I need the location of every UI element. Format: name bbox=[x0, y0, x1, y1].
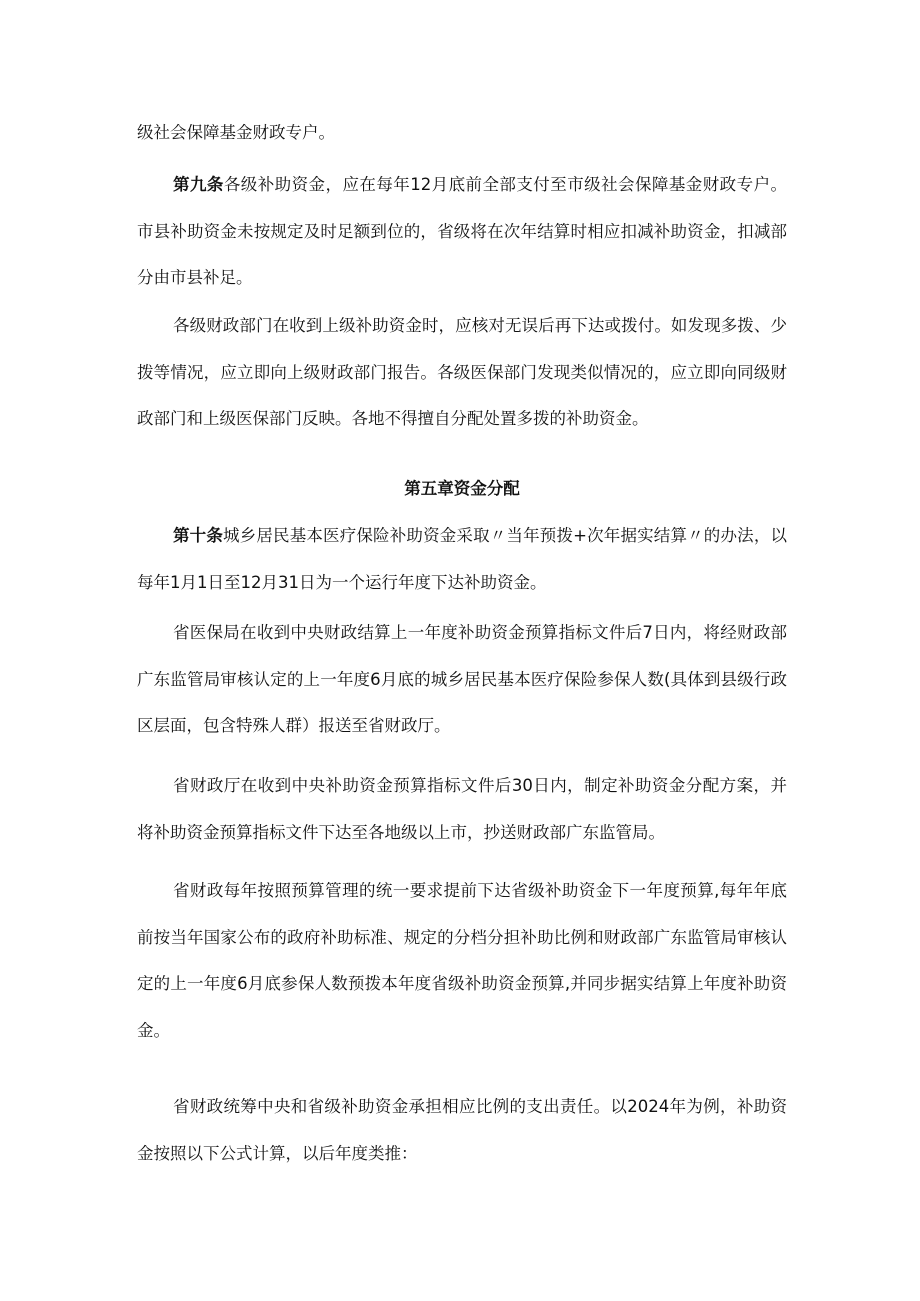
chapter-5-heading: 第五章资金分配 bbox=[404, 479, 520, 498]
article-10-text: 城乡居民基本医疗保险补助资金采取〃当年预拨+次年据实结算〃的办法，以每年1月1日至12月31日为一个运行年度下达补助资金。 bbox=[137, 526, 787, 592]
article-10-label: 第十条 bbox=[173, 526, 224, 545]
paragraph-continuation: 级社会保障基金财政专户。 bbox=[137, 123, 335, 142]
paragraph-allocation-plan: 省财政厅在收到中央补助资金预算指标文件后30日内，制定补助资金分配方案，并将补助资金预算指标文件下达至各地级以上市，抄送财政部广东监管局。 bbox=[137, 776, 787, 842]
paragraph-advance-budget: 省财政每年按照预算管理的统一要求提前下达省级补助资金下一年度预算,每年年底前按当年国家公布的政府补助标准、规定的分档分担补助比例和财政部广东监管局审核认定的上一年度6月底参保人数预拨本年度省级补助资金预算,并同步据实结算上年度补助资金。 bbox=[137, 881, 787, 1040]
paragraph-insured-count: 省医保局在收到中央财政结算上一年度补助资金预算指标文件后7日内，将经财政部广东监管局审核认定的上一年度6月底的城乡居民基本医疗保险参保人数(具体到县级行政区层面，包含特殊人群）报送至省财政厅。 bbox=[137, 623, 787, 735]
article-9-text: 各级补助资金，应在每年12月底前全部支付至市级社会保障基金财政专户。市县补助资金未按规定及时足额到位的，省级将在次年结算时相应扣减补助资金，扣减部分由市县补足。 bbox=[137, 175, 788, 287]
article-9-label: 第九条 bbox=[173, 175, 224, 194]
paragraph-formula-intro: 省财政统筹中央和省级补助资金承担相应比例的支出责任。以2024年为例，补助资金按照以下公式计算，以后年度类推： bbox=[137, 1097, 787, 1163]
article-9-paragraph bbox=[137, 162, 787, 302]
article-10-paragraph bbox=[137, 513, 787, 606]
paragraph-verification: 各级财政部门在收到上级补助资金时，应核对无误后再下达或拨付。如发现多拨、少拨等情况，应立即向上级财政部门报告。各级医保部门发现类似情况的，应立即向同级财政部门和上级医保部门反映。各地不得擅自分配处置多拨的补助资金。 bbox=[137, 316, 787, 428]
